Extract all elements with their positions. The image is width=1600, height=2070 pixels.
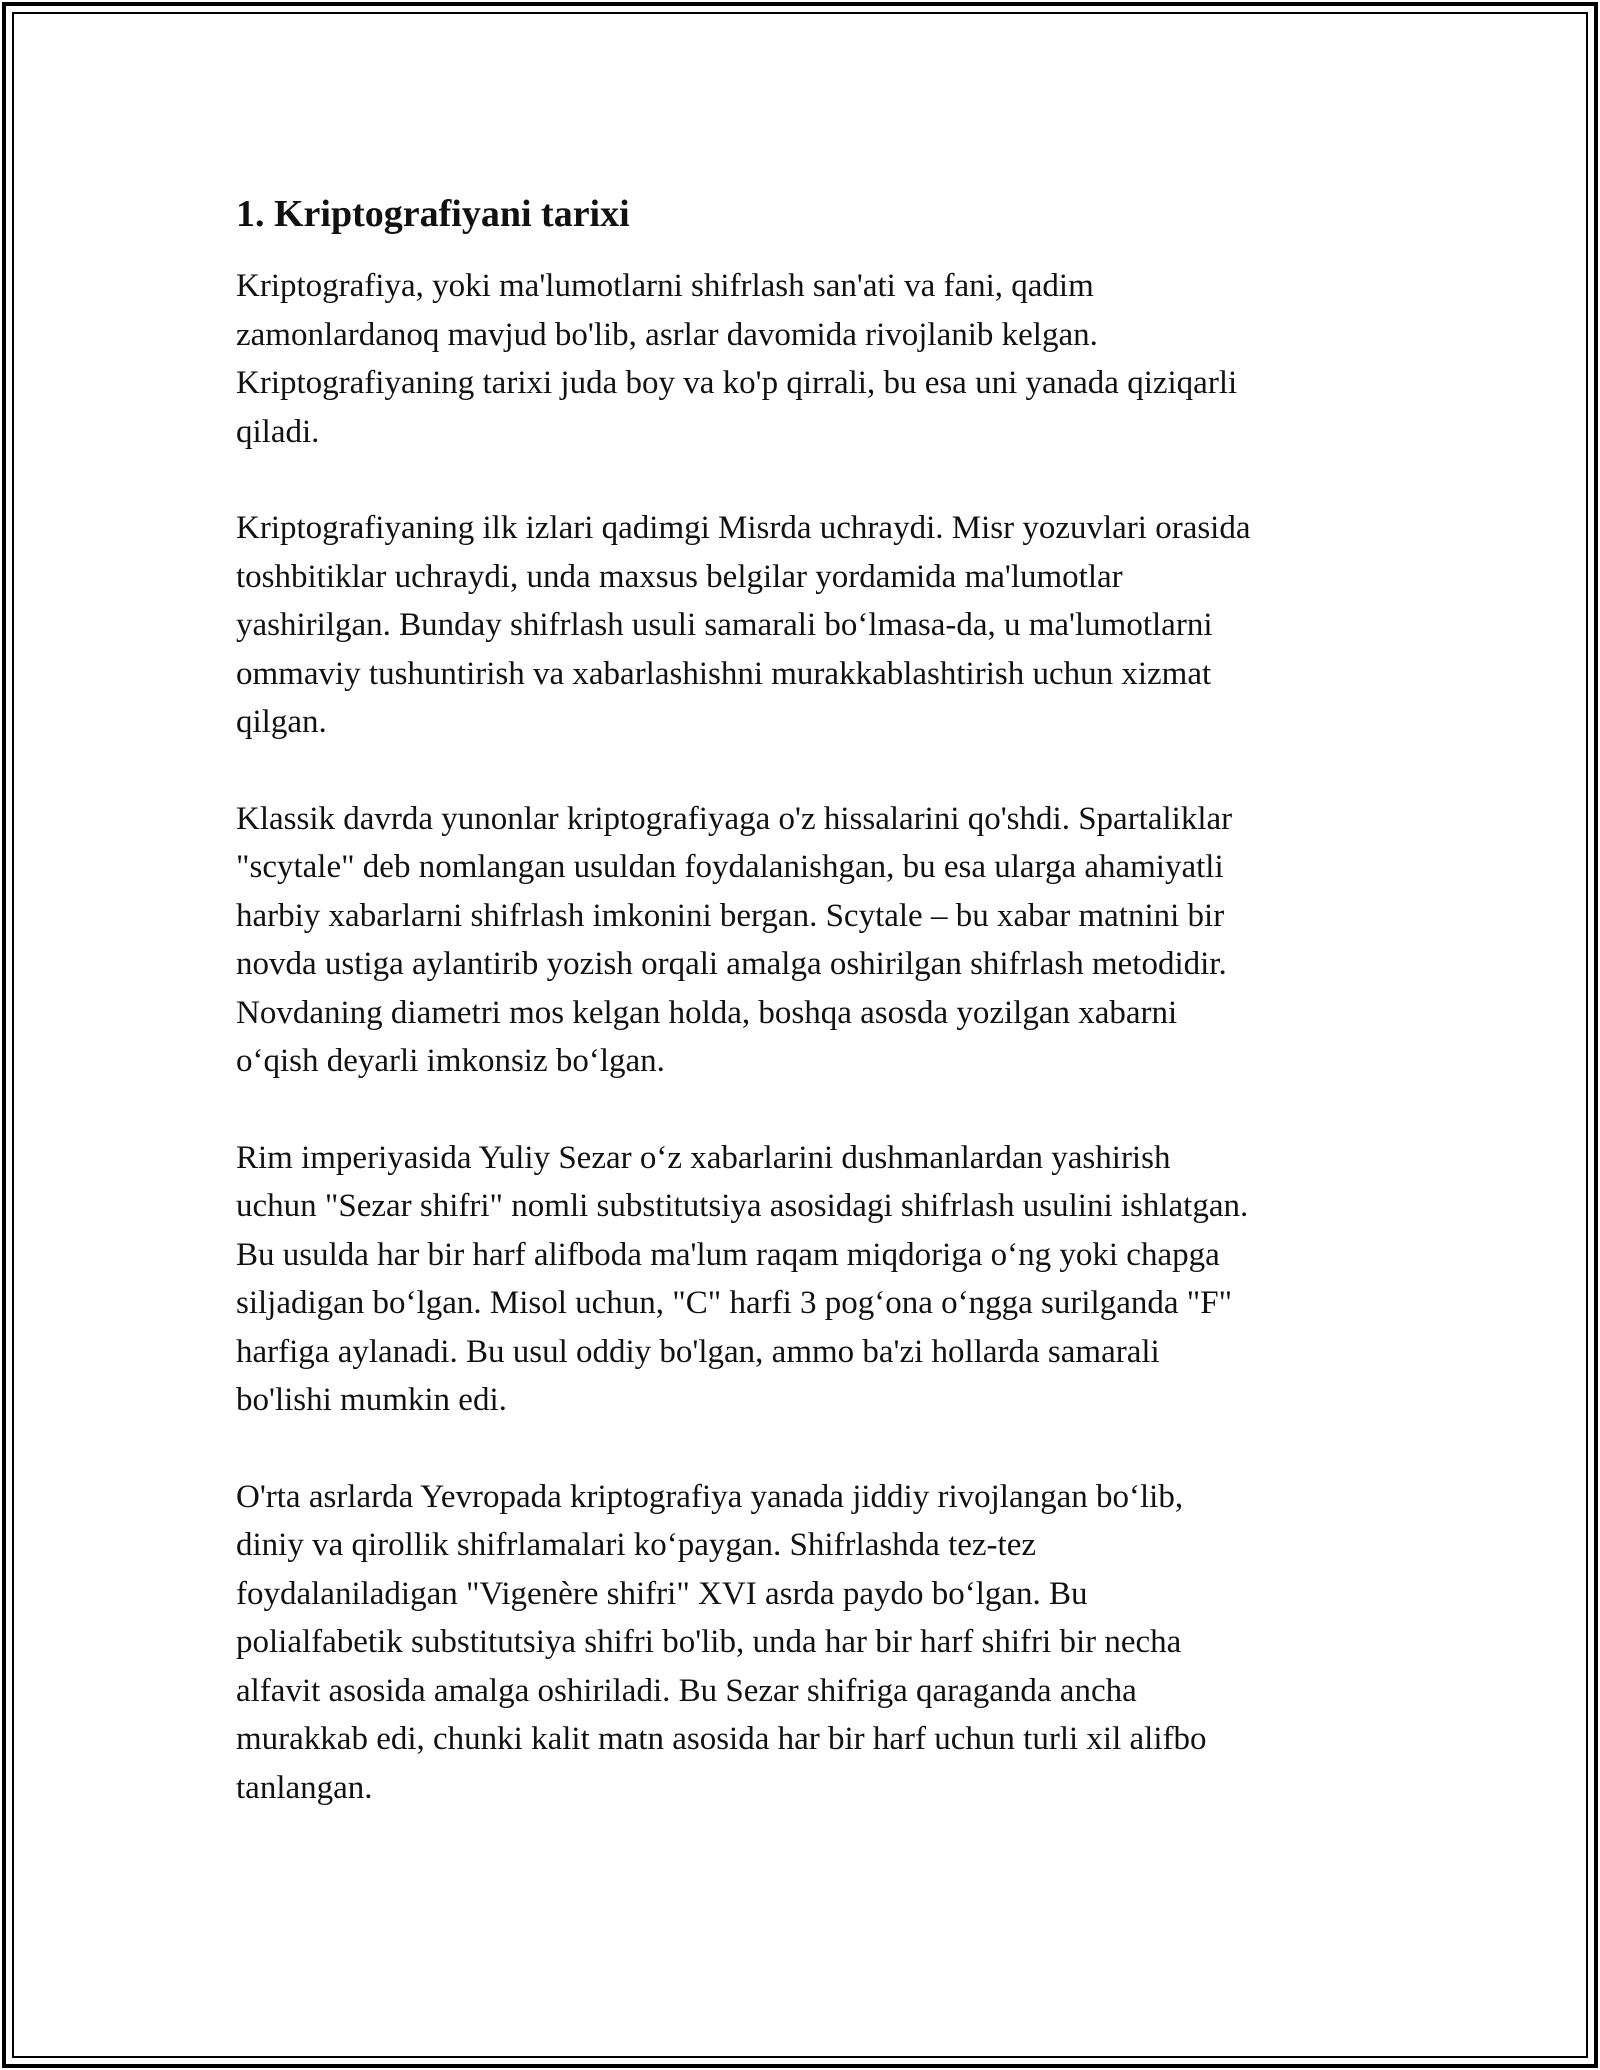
paragraph-line: Rim imperiyasida Yuliy Sezar o‘z xabarlarini dushmanlardan yashirish (236, 1139, 1171, 1176)
paragraph-line: diniy va qirollik shifrlamalari ko‘paygan. Shifrlashda tez-tez (236, 1527, 1036, 1563)
paragraph-line: qiladi. (236, 413, 320, 450)
paragraph-line: novda ustiga aylantirib yozish orqali amalga oshirilgan shifrlash metodidir. (236, 946, 1227, 982)
section-heading: 1. Kriptografiyani tarixi (236, 193, 630, 235)
paragraph-line: "scytale" deb nomlangan usuldan foydalanishgan, bu esa ularga ahamiyatli (236, 849, 1224, 885)
paragraph-line: Kriptografiya, yoki ma'lumotlarni shifrlash san'ati va fani, qadim (236, 268, 1094, 304)
paragraph-line: Kriptografiyaning tarixi juda boy va ko'p qirrali, bu esa uni yanada qiziqarli (236, 365, 1238, 401)
paragraph-3 (236, 795, 1376, 1086)
paragraph-line: foydalaniladigan "Vigenère shifri" XVI asrda paydo bo‘lgan. Bu (236, 1575, 1088, 1612)
paragraph-line: polialfabetik substitutsiya shifri bo'lib, unda har bir harf shifri bir necha (236, 1624, 1182, 1660)
paragraph-line: uchun "Sezar shifri" nomli substitutsiya asosidagi shifrlash usulini ishlatgan. (236, 1188, 1249, 1224)
paragraph-line: Novdaning diametri mos kelgan holda, boshqa asosda yozilgan xabarni (236, 994, 1178, 1031)
paragraph-1 (236, 262, 1376, 456)
paragraph-line: tanlangan. (236, 1769, 373, 1806)
paragraph-2 (236, 504, 1376, 747)
paragraph-line: murakkab edi, chunki kalit matn asosida har bir harf uchun turli xil alifbo (236, 1721, 1207, 1757)
paragraph-line: harfiga aylanadi. Bu usul oddiy bo'lgan, ammo ba'zi hollarda samarali (236, 1333, 1160, 1370)
document-body (236, 188, 1376, 1860)
paragraph-line: toshbitiklar uchraydi, unda maxsus belgilar yordamida ma'lumotlar (236, 558, 1123, 595)
paragraph-line: qilgan. (236, 704, 327, 740)
paragraph-line: o‘qish deyarli imkonsiz bo‘lgan. (236, 1043, 665, 1079)
paragraph-line: bo'lishi mumkin edi. (236, 1382, 507, 1418)
paragraph-4 (236, 1134, 1376, 1425)
paragraph-line: alfavit asosida amalga oshiriladi. Bu Sezar shifriga qaraganda ancha (236, 1672, 1137, 1709)
paragraph-line: Kriptografiyaning ilk izlari qadimgi Misrda uchraydi. Misr yozuvlari orasida (236, 510, 1251, 546)
paragraph-line: ommaviy tushuntirish va xabarlashishni murakkablashtirish uchun xizmat (236, 655, 1212, 692)
paragraph-line: Bu usulda har bir harf alifboda ma'lum raqam miqdoriga o‘ng yoki chapga (236, 1236, 1220, 1273)
paragraph-line: siljadigan bo‘lgan. Misol uchun, "C" harfi 3 pog‘ona o‘ngga surilganda "F" (236, 1285, 1233, 1321)
paragraph-line: yashirilgan. Bunday shifrlash usuli samarali bo‘lmasa-da, u ma'lumotlarni (236, 607, 1213, 643)
paragraph-5 (236, 1473, 1376, 1813)
paragraph-line: Klassik davrda yunonlar kriptografiyaga o'z hissalarini qo'shdi. Spartaliklar (236, 800, 1233, 837)
paragraph-line: zamonlardanoq mavjud bo'lib, asrlar davomida rivojlanib kelgan. (236, 316, 1098, 353)
paragraph-line: harbiy xabarlarni shifrlash imkonini bergan. Scytale – bu xabar matnini bir (236, 897, 1225, 934)
paragraph-line: O'rta asrlarda Yevropada kriptografiya yanada jiddiy rivojlangan bo‘lib, (236, 1478, 1184, 1515)
